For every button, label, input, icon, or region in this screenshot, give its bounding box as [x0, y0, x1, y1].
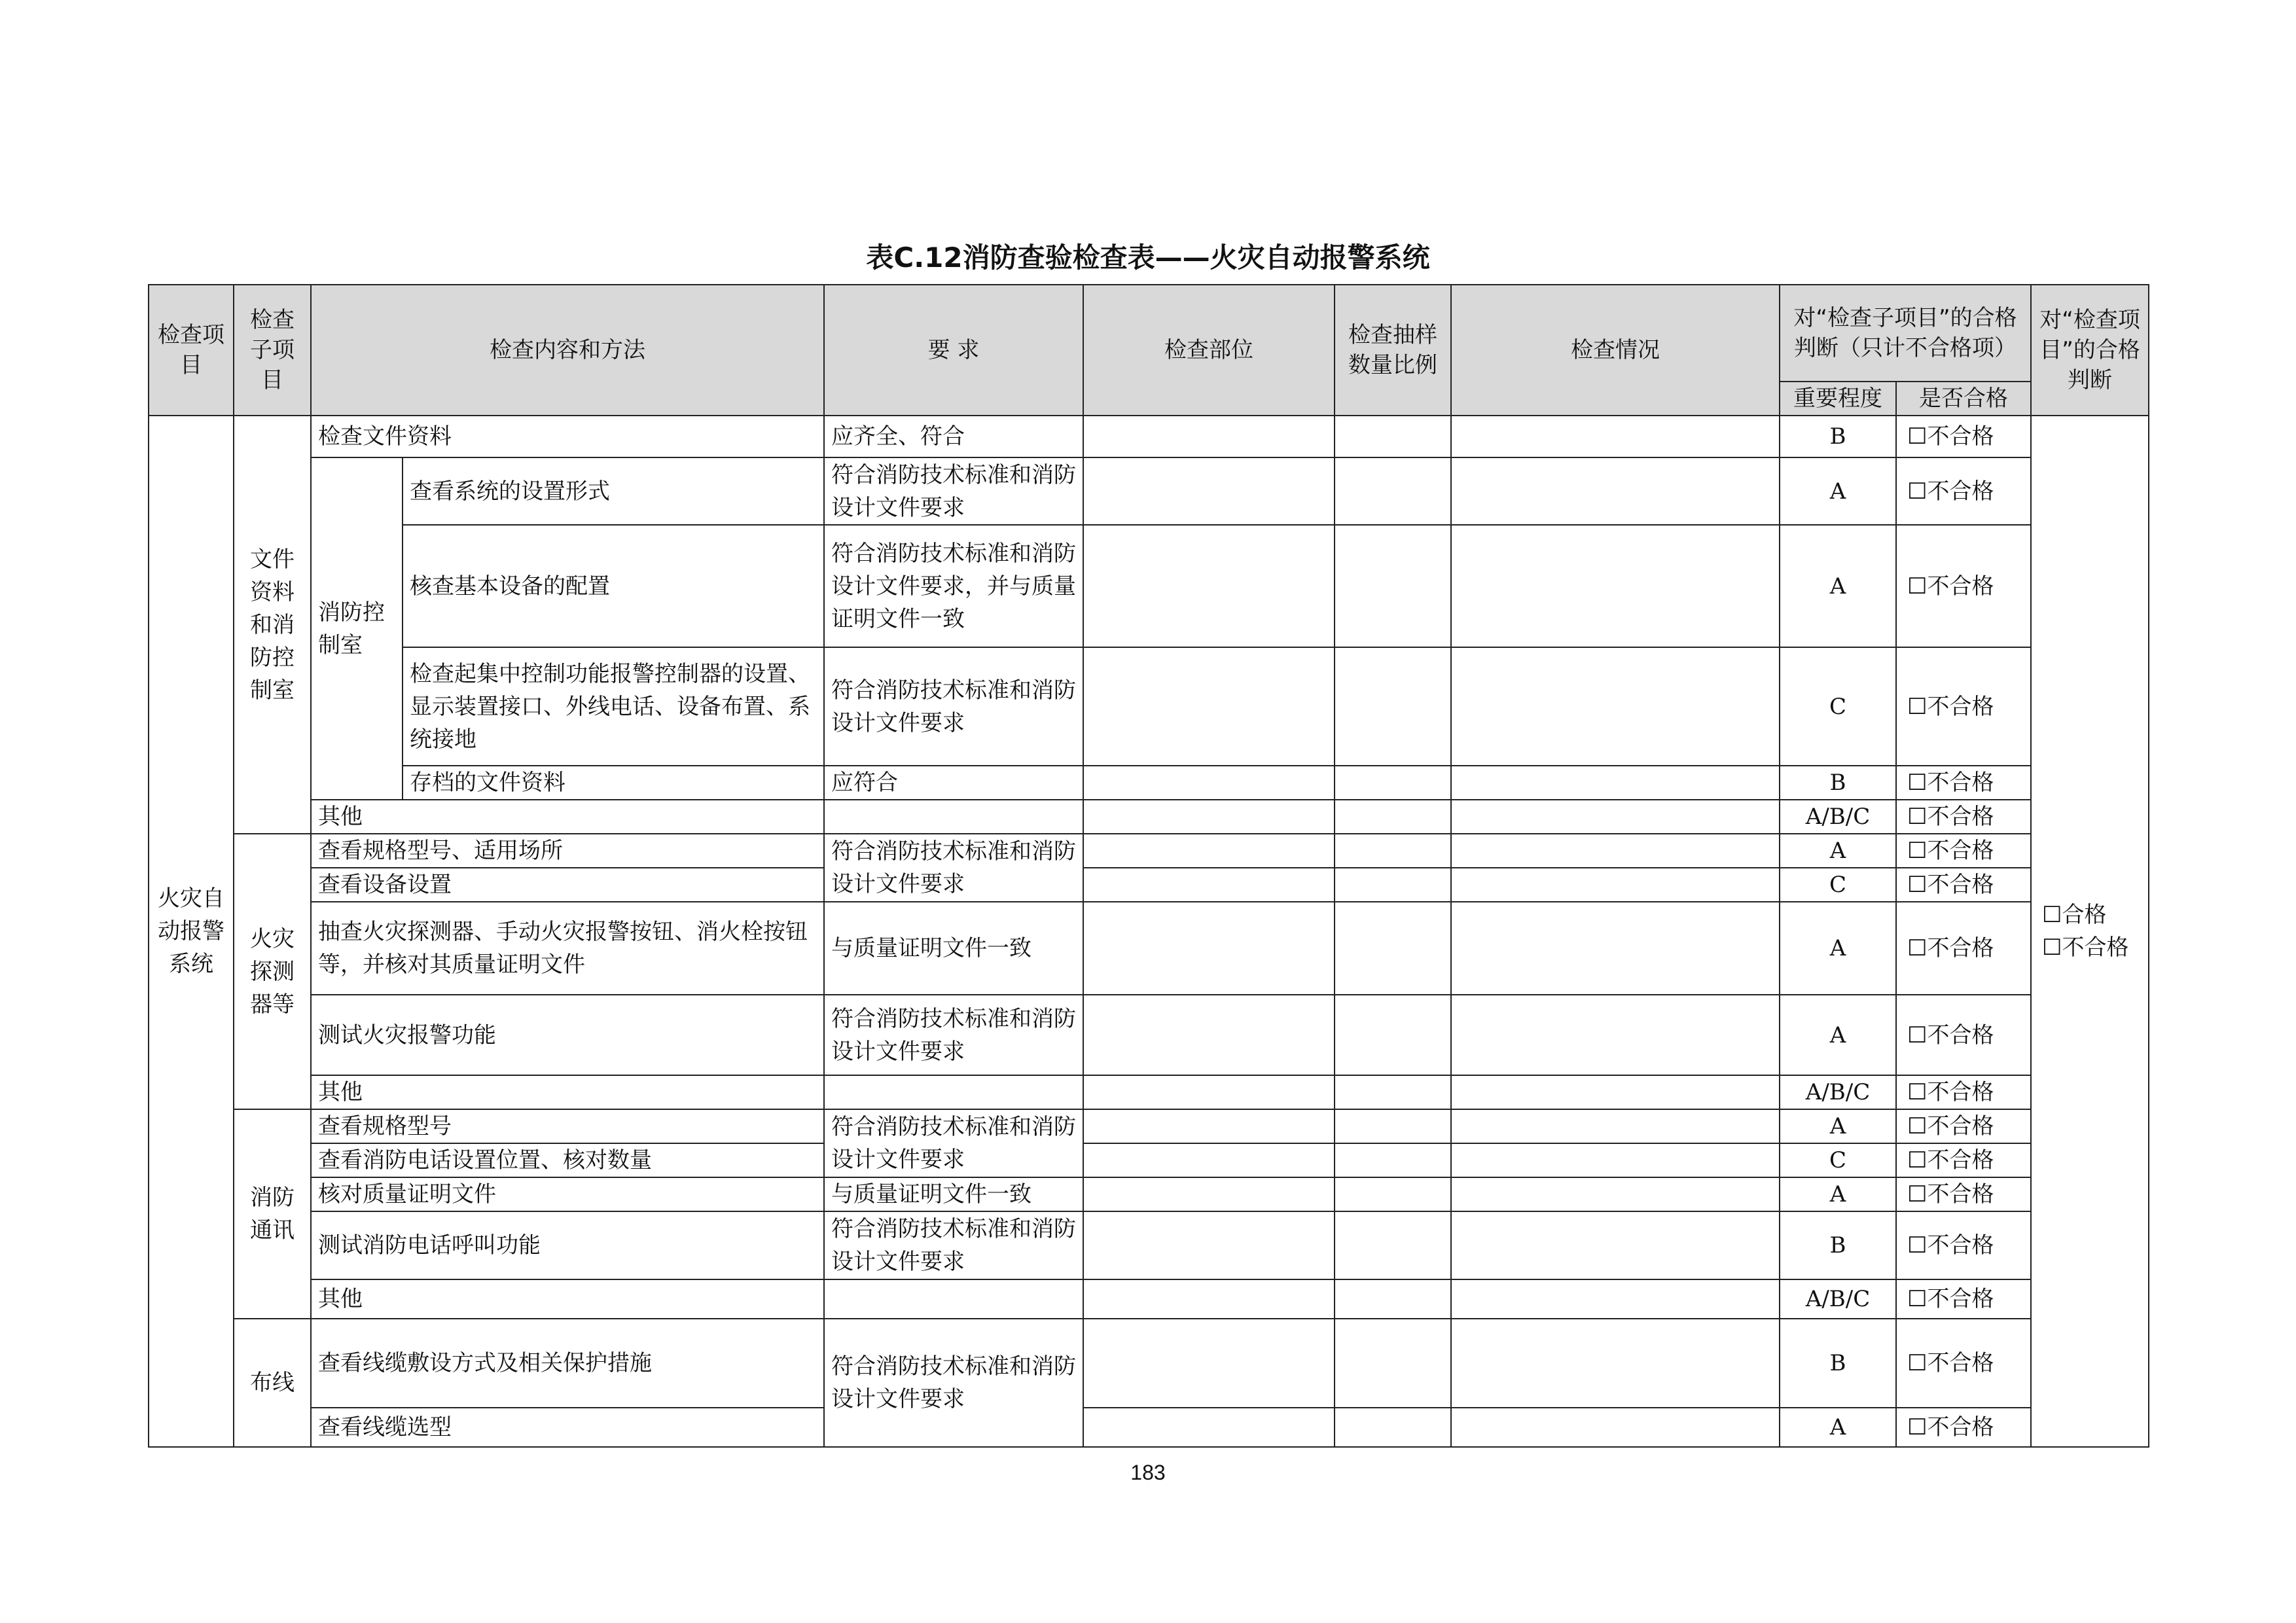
sampling-cell[interactable]	[1335, 457, 1451, 525]
requirement-cell: 符合消防技术标准和消防设计文件要求	[824, 834, 1083, 902]
unqualified-checkbox[interactable]: ☐不合格	[1896, 1319, 2031, 1408]
situation-cell[interactable]	[1451, 1177, 1780, 1211]
situation-cell[interactable]	[1451, 995, 1780, 1075]
check-content-cell: 查看规格型号、适用场所	[311, 834, 824, 868]
situation-cell[interactable]	[1451, 902, 1780, 995]
sampling-cell[interactable]	[1335, 1279, 1451, 1319]
check-content-cell: 查看设备设置	[311, 868, 824, 902]
header-item: 检查项目	[149, 285, 234, 416]
group-fire-telephone: 消防通讯	[234, 1109, 311, 1319]
location-cell[interactable]	[1083, 1211, 1335, 1279]
unqualified-checkbox[interactable]: ☐不合格	[1896, 1109, 2031, 1143]
importance-cell: A/B/C	[1780, 800, 1896, 834]
check-content-cell: 测试火灾报警功能	[311, 995, 824, 1075]
subgroup-control-room: 消防控制室	[311, 457, 403, 800]
unqualified-checkbox[interactable]: ☐不合格	[1896, 800, 2031, 834]
header-qualified: 是否合格	[1896, 382, 2031, 416]
sampling-cell[interactable]	[1335, 1143, 1451, 1177]
sampling-cell[interactable]	[1335, 834, 1451, 868]
unqualified-checkbox[interactable]: ☐不合格	[1896, 1279, 2031, 1319]
unqualified-checkbox[interactable]: ☐不合格	[1896, 766, 2031, 800]
location-cell[interactable]	[1083, 834, 1335, 868]
sampling-cell[interactable]	[1335, 868, 1451, 902]
location-cell[interactable]	[1083, 1109, 1335, 1143]
header-location: 检查部位	[1083, 285, 1335, 416]
situation-cell[interactable]	[1451, 457, 1780, 525]
table-row	[149, 995, 2149, 1075]
check-content-cell: 其他	[311, 1279, 824, 1319]
table-row	[149, 525, 2149, 647]
sampling-cell[interactable]	[1335, 800, 1451, 834]
location-cell[interactable]	[1083, 766, 1335, 800]
importance-cell: A	[1780, 1177, 1896, 1211]
check-content-cell: 核对质量证明文件	[311, 1177, 824, 1211]
header-situation: 检查情况	[1451, 285, 1780, 416]
situation-cell[interactable]	[1451, 1075, 1780, 1109]
check-content-cell: 抽查火灾探测器、手动火灾报警按钮、消火栓按钮等，并核对其质量证明文件	[311, 902, 824, 995]
unqualified-checkbox[interactable]: ☐不合格	[1896, 1075, 2031, 1109]
requirement-cell: 应符合	[824, 766, 1083, 800]
table-row	[149, 416, 2149, 457]
location-cell[interactable]	[1083, 902, 1335, 995]
situation-cell[interactable]	[1451, 868, 1780, 902]
table-row	[149, 1109, 2149, 1143]
sampling-cell[interactable]	[1335, 1177, 1451, 1211]
header-importance: 重要程度	[1780, 382, 1896, 416]
fail-checkbox[interactable]: ☐不合格	[2042, 935, 2129, 961]
table-row	[149, 1319, 2149, 1408]
importance-cell: A/B/C	[1780, 1279, 1896, 1319]
item-judgment	[2031, 416, 2149, 1447]
table-row	[149, 800, 2149, 834]
unqualified-checkbox[interactable]: ☐不合格	[1896, 868, 2031, 902]
check-content-cell: 存档的文件资料	[403, 766, 824, 800]
situation-cell[interactable]	[1451, 834, 1780, 868]
situation-cell[interactable]	[1451, 1211, 1780, 1279]
table-row	[149, 868, 2149, 902]
requirement-cell: 符合消防技术标准和消防设计文件要求	[824, 1211, 1083, 1279]
check-content-cell: 查看线缆选型	[311, 1408, 824, 1447]
check-content-cell: 检查起集中控制功能报警控制器的设置、显示装置接口、外线电话、设备布置、系统接地	[403, 647, 824, 766]
location-cell[interactable]	[1083, 800, 1335, 834]
location-cell[interactable]	[1083, 1143, 1335, 1177]
location-cell[interactable]	[1083, 416, 1335, 457]
importance-cell: B	[1780, 416, 1896, 457]
table-row	[149, 1279, 2149, 1319]
location-cell[interactable]	[1083, 647, 1335, 766]
table-row	[149, 1143, 2149, 1177]
sampling-cell[interactable]	[1335, 647, 1451, 766]
group-wiring: 布线	[234, 1319, 311, 1447]
importance-cell: A	[1780, 525, 1896, 647]
requirement-cell: 与质量证明文件一致	[824, 1177, 1083, 1211]
pass-checkbox[interactable]: ☐合格	[2042, 902, 2107, 928]
situation-cell[interactable]	[1451, 1319, 1780, 1408]
check-content-cell: 其他	[311, 800, 824, 834]
location-cell[interactable]	[1083, 1319, 1335, 1408]
importance-cell: C	[1780, 647, 1896, 766]
unqualified-checkbox[interactable]: ☐不合格	[1896, 525, 2031, 647]
check-content-cell: 查看线缆敷设方式及相关保护措施	[311, 1319, 824, 1408]
table-row	[149, 902, 2149, 995]
header-subitem: 检查子项目	[234, 285, 311, 416]
requirement-cell: 符合消防技术标准和消防设计文件要求	[824, 995, 1083, 1075]
sampling-cell[interactable]	[1335, 1075, 1451, 1109]
unqualified-checkbox[interactable]: ☐不合格	[1896, 1143, 2031, 1177]
header-item-judgment: 对“检查项目”的合格判断	[2031, 285, 2149, 416]
importance-cell: A	[1780, 834, 1896, 868]
importance-cell: A	[1780, 457, 1896, 525]
check-content-cell: 测试消防电话呼叫功能	[311, 1211, 824, 1279]
location-cell[interactable]	[1083, 1279, 1335, 1319]
situation-cell[interactable]	[1451, 416, 1780, 457]
importance-cell: A	[1780, 1109, 1896, 1143]
table-row	[149, 1177, 2149, 1211]
unqualified-checkbox[interactable]: ☐不合格	[1896, 1177, 2031, 1211]
requirement-cell: 应齐全、符合	[824, 416, 1083, 457]
header-sub-judgment: 对“检查子项目”的合格判断（只计不合格项）	[1780, 285, 2031, 382]
sampling-cell[interactable]	[1335, 1319, 1451, 1408]
requirement-cell: 符合消防技术标准和消防设计文件要求	[824, 1319, 1083, 1447]
location-cell[interactable]	[1083, 525, 1335, 647]
check-content-cell: 查看系统的设置形式	[403, 457, 824, 525]
unqualified-checkbox[interactable]: ☐不合格	[1896, 1408, 2031, 1447]
sampling-cell[interactable]	[1335, 1109, 1451, 1143]
sampling-cell[interactable]	[1335, 766, 1451, 800]
header-requirement: 要 求	[824, 285, 1083, 416]
unqualified-checkbox[interactable]: ☐不合格	[1896, 647, 2031, 766]
table-row	[149, 766, 2149, 800]
requirement-cell	[824, 800, 1083, 834]
check-content-cell: 查看规格型号	[311, 1109, 824, 1143]
sampling-cell[interactable]	[1335, 1211, 1451, 1279]
unqualified-checkbox[interactable]: ☐不合格	[1896, 834, 2031, 868]
page-number: 183	[1130, 1461, 1166, 1484]
situation-cell[interactable]	[1451, 1109, 1780, 1143]
check-content-cell: 检查文件资料	[311, 416, 824, 457]
importance-cell: C	[1780, 1143, 1896, 1177]
unqualified-checkbox[interactable]: ☐不合格	[1896, 416, 2031, 457]
check-content-cell: 其他	[311, 1075, 824, 1109]
unqualified-checkbox[interactable]: ☐不合格	[1896, 902, 2031, 995]
table-row	[149, 647, 2149, 766]
group-detectors: 火灾探测器等	[234, 834, 311, 1109]
importance-cell: A	[1780, 995, 1896, 1075]
requirement-cell: 符合消防技术标准和消防设计文件要求	[824, 647, 1083, 766]
header-content: 检查内容和方法	[311, 285, 824, 416]
situation-cell[interactable]	[1451, 800, 1780, 834]
check-content-cell: 核查基本设备的配置	[403, 525, 824, 647]
situation-cell[interactable]	[1451, 525, 1780, 647]
situation-cell[interactable]	[1451, 1143, 1780, 1177]
importance-cell: A	[1780, 902, 1896, 995]
importance-cell: B	[1780, 1319, 1896, 1408]
sampling-cell[interactable]	[1335, 902, 1451, 995]
table-row	[149, 1211, 2149, 1279]
table-row	[149, 457, 2149, 525]
page-title: 表C.12消防查验检查表——火灾自动报警系统	[866, 241, 1430, 274]
importance-cell: C	[1780, 868, 1896, 902]
location-cell[interactable]	[1083, 1075, 1335, 1109]
location-cell[interactable]	[1083, 457, 1335, 525]
sampling-cell[interactable]	[1335, 525, 1451, 647]
situation-cell[interactable]	[1451, 766, 1780, 800]
system-name: 火灾自动报警系统	[149, 416, 234, 1447]
check-content-cell: 查看消防电话设置位置、核对数量	[311, 1143, 824, 1177]
sampling-cell[interactable]	[1335, 1408, 1451, 1447]
importance-cell: B	[1780, 1211, 1896, 1279]
requirement-cell: 符合消防技术标准和消防设计文件要求	[824, 457, 1083, 525]
inspection-table	[148, 284, 2149, 1448]
unqualified-checkbox[interactable]: ☐不合格	[1896, 1211, 2031, 1279]
requirement-cell: 与质量证明文件一致	[824, 902, 1083, 995]
requirement-cell	[824, 1075, 1083, 1109]
importance-cell: A/B/C	[1780, 1075, 1896, 1109]
sampling-cell[interactable]	[1335, 995, 1451, 1075]
table-row	[149, 1408, 2149, 1447]
group-files-control-room: 文件资料和消防控制室	[234, 416, 311, 834]
location-cell[interactable]	[1083, 1177, 1335, 1211]
location-cell[interactable]	[1083, 995, 1335, 1075]
location-cell[interactable]	[1083, 1408, 1335, 1447]
importance-cell: B	[1780, 766, 1896, 800]
table-header	[149, 285, 2149, 416]
location-cell[interactable]	[1083, 868, 1335, 902]
table-row	[149, 1075, 2149, 1109]
unqualified-checkbox[interactable]: ☐不合格	[1896, 995, 2031, 1075]
requirement-cell	[824, 1279, 1083, 1319]
sampling-cell[interactable]	[1335, 416, 1451, 457]
header-sampling: 检查抽样数量比例	[1335, 285, 1451, 416]
situation-cell[interactable]	[1451, 1408, 1780, 1447]
unqualified-checkbox[interactable]: ☐不合格	[1896, 457, 2031, 525]
situation-cell[interactable]	[1451, 1279, 1780, 1319]
table-row	[149, 834, 2149, 868]
importance-cell: A	[1780, 1408, 1896, 1447]
situation-cell[interactable]	[1451, 647, 1780, 766]
requirement-cell: 符合消防技术标准和消防设计文件要求	[824, 1109, 1083, 1177]
requirement-cell: 符合消防技术标准和消防设计文件要求，并与质量证明文件一致	[824, 525, 1083, 647]
